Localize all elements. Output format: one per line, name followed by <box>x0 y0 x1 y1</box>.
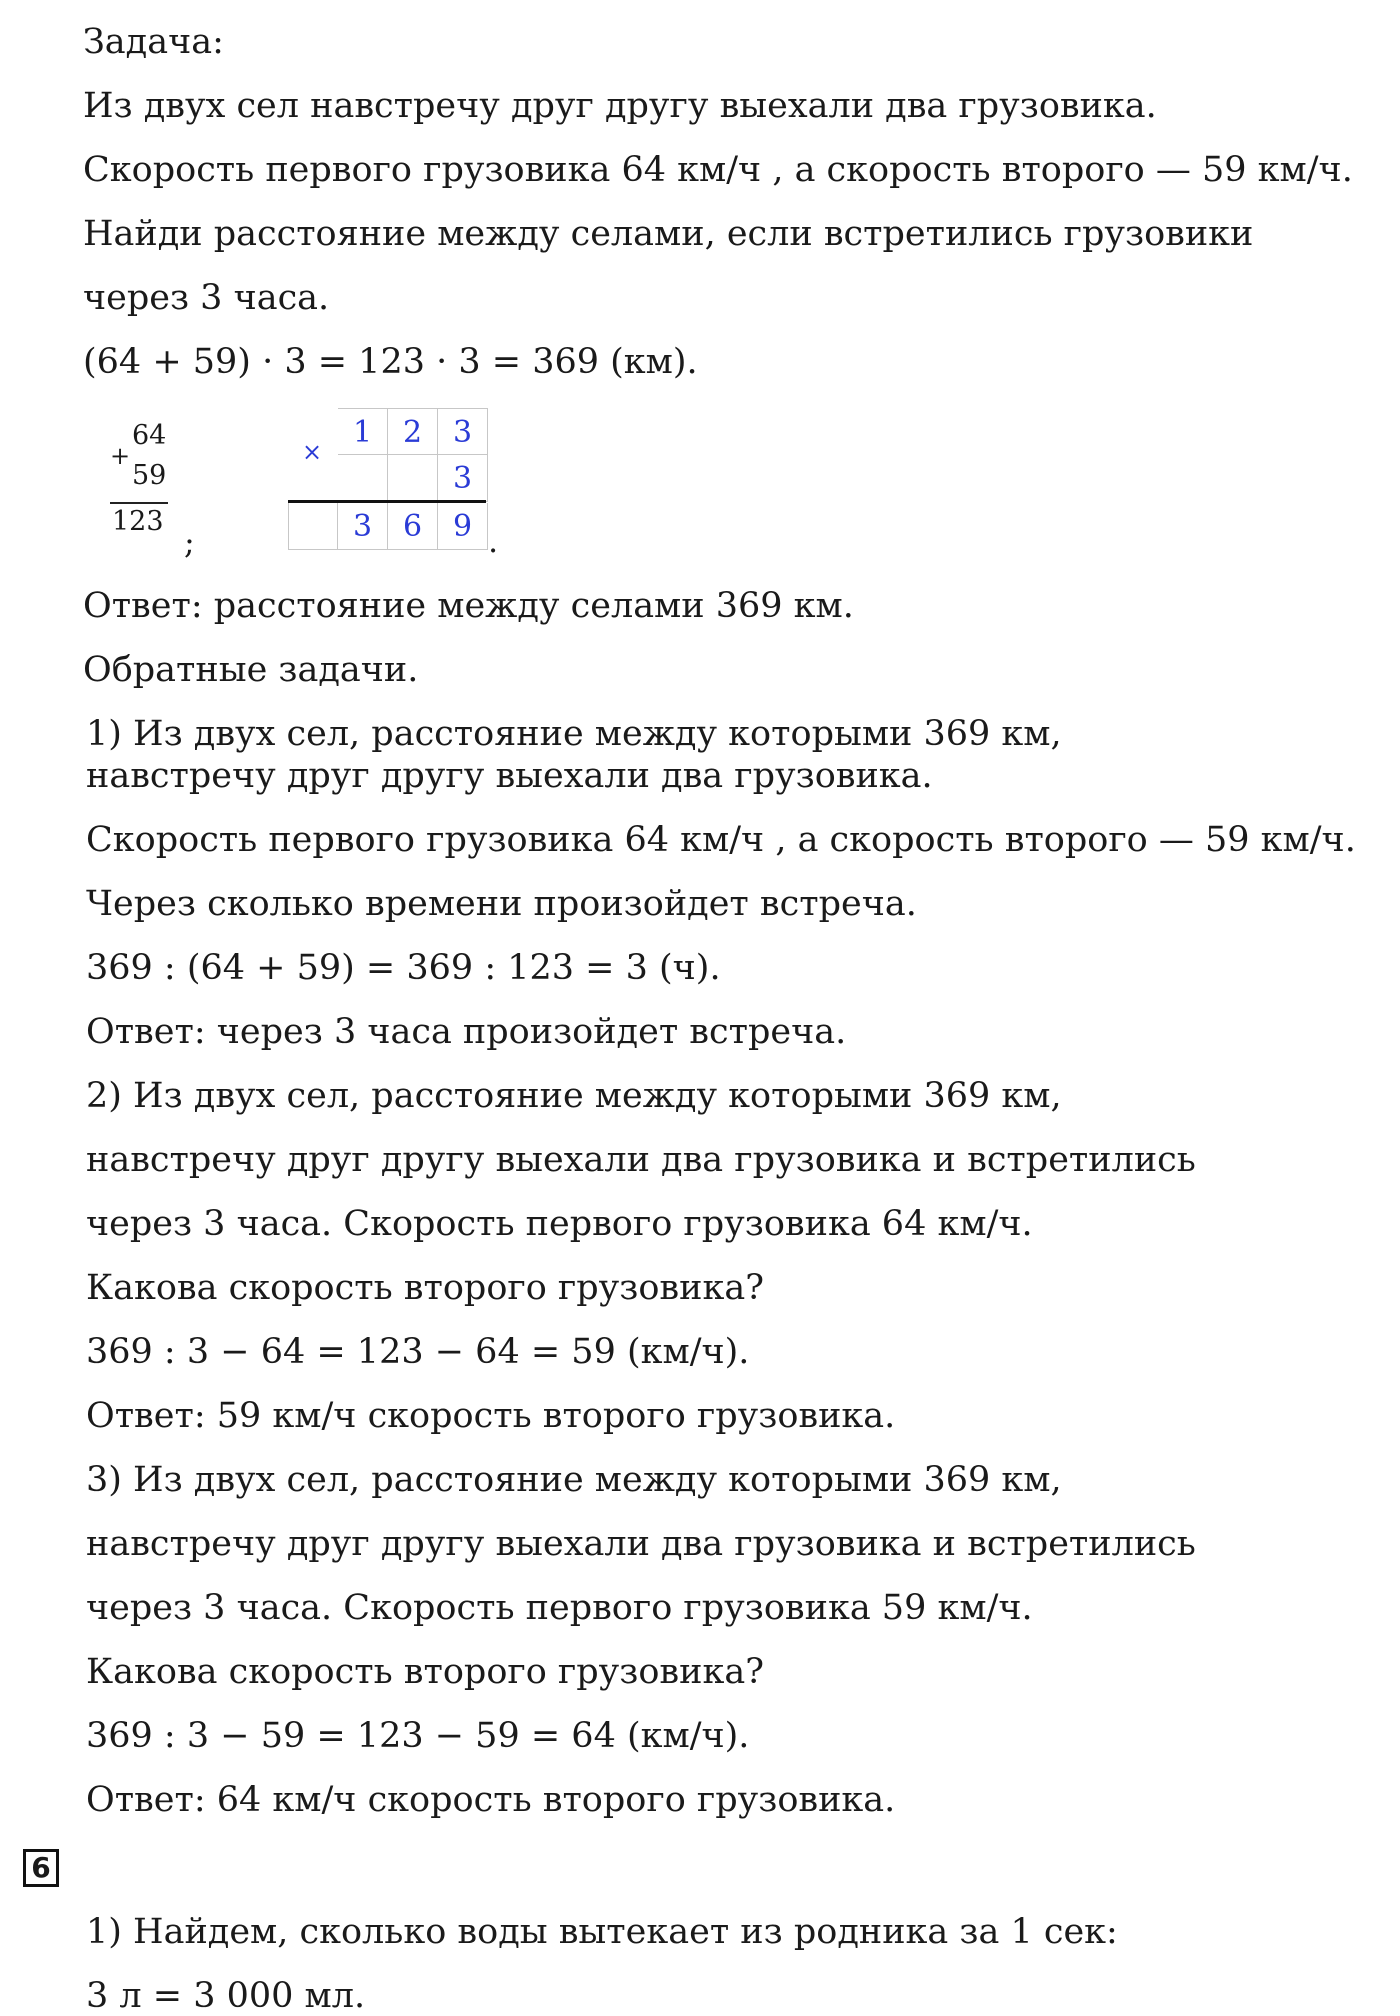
text-line: Какова скорость второго грузовика? <box>86 1652 764 1692</box>
text-line: Найди расстояние между селами, если встретились грузовики <box>83 214 1254 254</box>
text-line: 3) Из двух сел, расстояние между которыми 369 км, <box>86 1460 1062 1500</box>
semicolon: ; <box>184 523 195 561</box>
answer-line: Ответ: через 3 часа произойдет встреча. <box>86 1012 847 1052</box>
text-line: навстречу друг другу выехали два грузовика и встретились <box>86 1140 1196 1180</box>
plus-sign: + <box>110 442 131 470</box>
period: . <box>488 522 499 560</box>
grid-cell <box>338 455 388 502</box>
text-line: 1) Из двух сел, расстояние между которыми 369 км, <box>86 714 1062 754</box>
text-line-task-heading: Задача: <box>83 22 224 62</box>
sum-result: 123 <box>112 506 164 537</box>
text-line: 2) Из двух сел, расстояние между которыми 369 км, <box>86 1076 1062 1116</box>
grid-cell <box>288 503 338 550</box>
problem-number-badge: 6 <box>23 1849 59 1887</box>
grid-cell: 9 <box>438 503 488 550</box>
grid-cell: 6 <box>388 503 438 550</box>
text-line: через 3 часа. Скорость первого грузовика 59 км/ч. <box>86 1588 1033 1628</box>
text-line: через 3 часа. Скорость первого грузовика 64 км/ч. <box>86 1204 1033 1244</box>
text-line: Какова скорость второго грузовика? <box>86 1268 764 1308</box>
grid-cell <box>388 455 438 502</box>
answer-line: Ответ: 59 км/ч скорость второго грузовика. <box>86 1396 896 1436</box>
text-line: навстречу друг другу выехали два грузовика. <box>86 756 933 796</box>
grid-cell: 3 <box>338 503 388 550</box>
grid-cell: 2 <box>388 408 438 455</box>
text-line: 1) Найдем, сколько воды вытекает из родника за 1 сек: <box>86 1912 1118 1952</box>
equation-line: (64 + 59) · 3 = 123 · 3 = 369 (км). <box>83 342 698 382</box>
equation-line: 369 : 3 − 59 = 123 − 59 = 64 (км/ч). <box>86 1716 750 1756</box>
answer-line: Ответ: расстояние между селами 369 км. <box>83 586 854 626</box>
addend-2: 59 <box>132 460 167 491</box>
multiply-sign: × <box>302 438 323 466</box>
equation-line: 3 л = 3 000 мл. <box>86 1976 366 2016</box>
grid-cell: 1 <box>338 408 388 455</box>
equation-line: 369 : (64 + 59) = 369 : 123 = 3 (ч). <box>86 948 721 988</box>
section-heading: Обратные задачи. <box>83 650 419 690</box>
addend-1: 64 <box>132 420 167 451</box>
text-line: через 3 часа. <box>83 278 330 318</box>
text-line: Скорость первого грузовика 64 км/ч , а скорость второго — 59 км/ч. <box>83 150 1353 190</box>
text-line: Через сколько времени произойдет встреча. <box>86 884 917 924</box>
sum-line <box>110 502 168 504</box>
grid-cell: 3 <box>438 455 488 502</box>
text-line: Из двух сел навстречу друг другу выехали два грузовика. <box>83 86 1157 126</box>
text-line: навстречу друг другу выехали два грузовика и встретились <box>86 1524 1196 1564</box>
answer-line: Ответ: 64 км/ч скорость второго грузовика. <box>86 1780 896 1820</box>
equation-line: 369 : 3 − 64 = 123 − 64 = 59 (км/ч). <box>86 1332 750 1372</box>
text-line: Скорость первого грузовика 64 км/ч , а скорость второго — 59 км/ч. <box>86 820 1356 860</box>
grid-cell: 3 <box>438 408 488 455</box>
